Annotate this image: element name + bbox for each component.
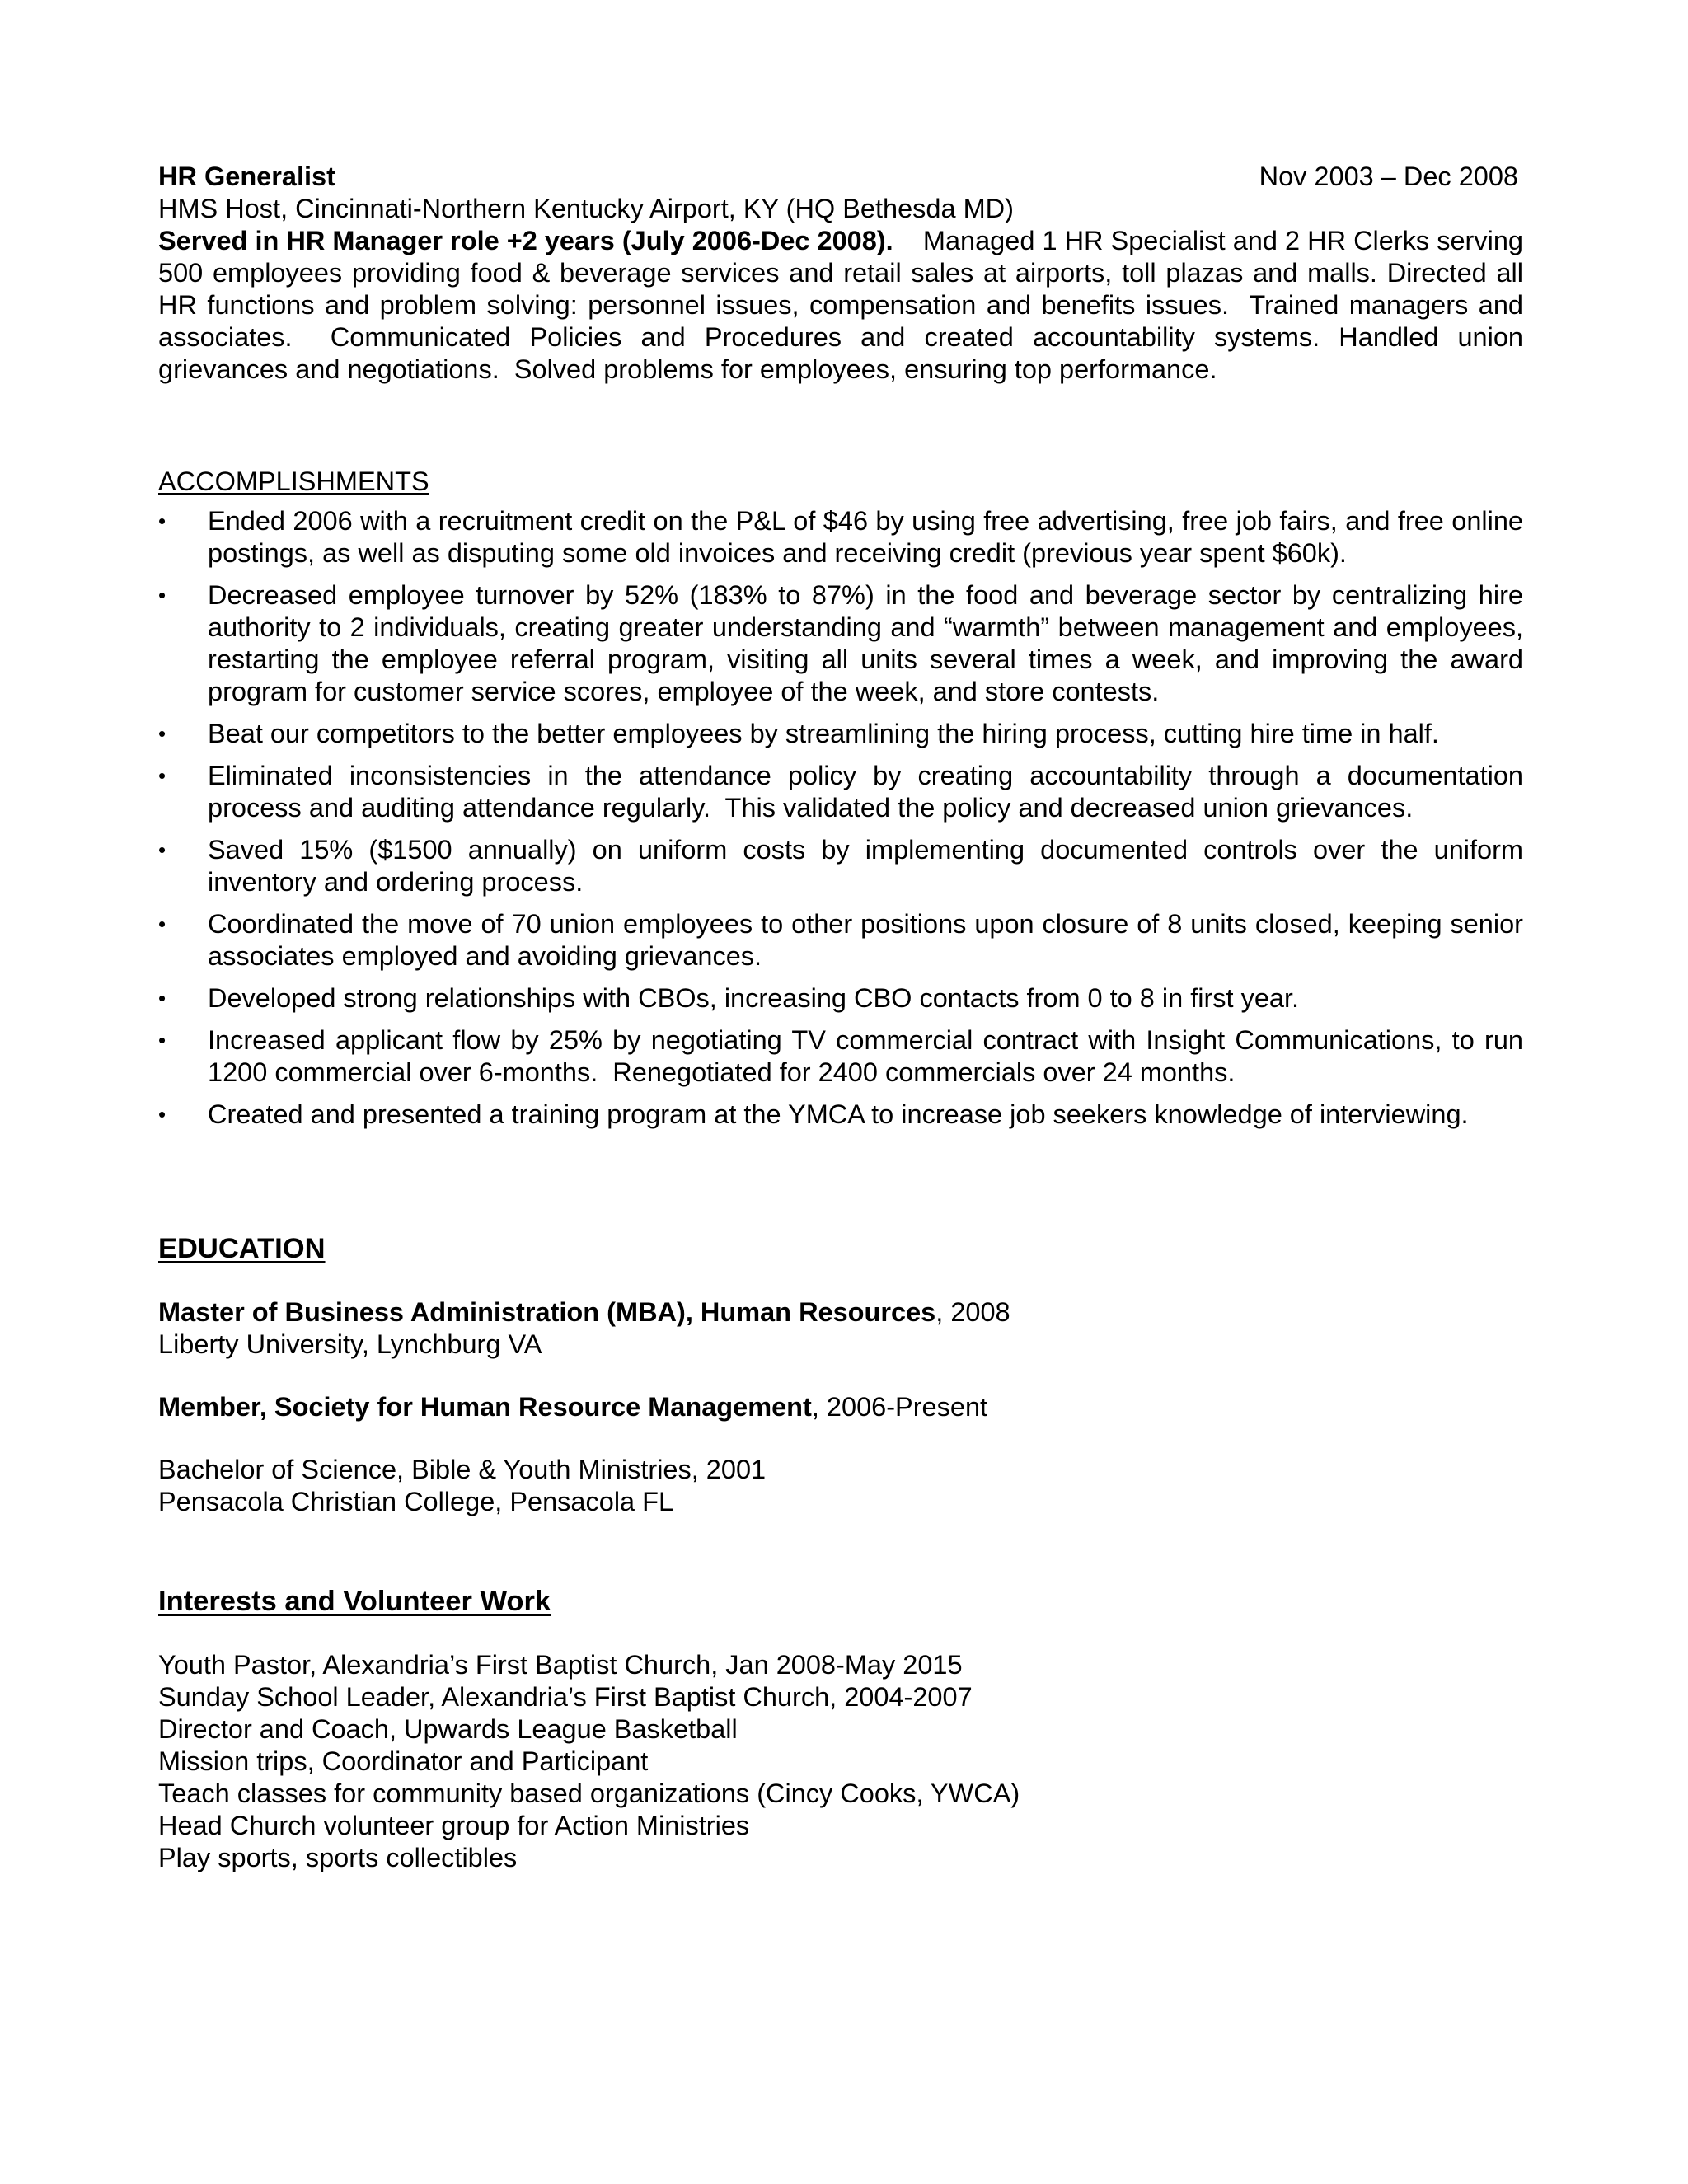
mba-degree: Master of Business Administration (MBA), Human Resources <box>158 1297 936 1327</box>
list-item <box>158 718 1523 750</box>
list-item <box>158 505 1523 569</box>
resume-page <box>158 161 1523 1874</box>
accomplishments-section <box>158 466 1523 1131</box>
membership-years: , 2006-Present <box>811 1392 988 1422</box>
interests-section <box>158 1584 1523 1874</box>
interest-item: Mission trips, Coordinator and Participant <box>158 1746 649 1776</box>
bullet-icon: • <box>158 721 166 746</box>
mba-school: Liberty University, Lynchburg VA <box>158 1329 542 1359</box>
bs-school: Pensacola Christian College, Pensacola FL <box>158 1487 674 1516</box>
interests-heading: Interests and Volunteer Work <box>158 1586 551 1617</box>
bullet-icon: • <box>158 912 166 936</box>
list-item <box>158 1099 1523 1131</box>
accomplishments-list <box>158 505 1523 1131</box>
list-item <box>158 982 1523 1015</box>
job-summary <box>158 225 1523 386</box>
accomplishment-text: Decreased employee turnover by 52% (183% to 87%) in the food and beverage sector by centralizing hire authority to 2 individuals, creating greater understanding and “warmth” between management and employees, restarting the employee referral program, visiting all units several times a week, and improving the award program for customer service scores, employee of the week, and store contests. <box>208 580 1523 706</box>
interest-item: Teach classes for community based organizations (Cincy Cooks, YWCA) <box>158 1779 1020 1808</box>
list-item <box>158 834 1523 898</box>
interest-item: Play sports, sports collectibles <box>158 1843 518 1872</box>
interest-item: Youth Pastor, Alexandria’s First Baptist Church, Jan 2008-May 2015 <box>158 1650 963 1680</box>
list-item <box>158 1024 1523 1089</box>
job-dates: Nov 2003 – Dec 2008 <box>1259 162 1518 191</box>
mba-line <box>158 1296 1523 1329</box>
accomplishment-text: Developed strong relationships with CBOs, increasing CBO contacts from 0 to 8 in first year. <box>208 983 1300 1013</box>
bullet-icon: • <box>158 509 166 533</box>
list-item <box>158 908 1523 972</box>
accomplishment-text: Beat our competitors to the better employees by streamlining the hiring process, cutting hire time in half. <box>208 719 1439 748</box>
list-item <box>158 579 1523 708</box>
education-heading: EDUCATION <box>158 1233 326 1264</box>
job-section <box>158 161 1523 386</box>
membership-line <box>158 1391 1523 1423</box>
interest-item: Director and Coach, Upwards League Basketball <box>158 1714 738 1744</box>
education-section <box>158 1231 1523 1518</box>
bullet-icon: • <box>158 1102 166 1127</box>
interest-item: Sunday School Leader, Alexandria’s First Baptist Church, 2004-2007 <box>158 1682 973 1712</box>
job-company: HMS Host, Cincinnati-Northern Kentucky Airport, KY (HQ Bethesda MD) <box>158 194 1014 223</box>
accomplishment-text: Created and presented a training program at the YMCA to increase job seekers knowledge of interviewing. <box>208 1099 1469 1129</box>
membership-org: Member, Society for Human Resource Management <box>158 1392 812 1422</box>
accomplishment-text: Eliminated inconsistencies in the attendance policy by creating accountability through a documentation process and auditing attendance regularly. This validated the policy and decreased union grievances. <box>208 761 1523 823</box>
accomplishment-text: Saved 15% ($1500 annually) on uniform costs by implementing documented controls over the uniform inventory and ordering process. <box>208 835 1523 897</box>
job-summary-text: Managed 1 HR Specialist and 2 HR Clerks serving 500 employees providing food & beverage services and retail sales at airports, toll plazas and malls. Directed all HR functions and problem solving: personnel issues, compensation and benefits issues. Trained managers and associates. Communicated Policies and Procedures and created accountability systems. Handled union grievances and negotiations. Solved problems for employees, ensuring top performance. <box>158 226 1523 384</box>
interests-list <box>158 1649 1523 1874</box>
accomplishment-text: Ended 2006 with a recruitment credit on the P&L of $46 by using free advertising, free job fairs, and free online postings, as well as disputing some old invoices and receiving credit (previous year spent $60k). <box>208 506 1523 568</box>
job-header <box>158 161 1523 193</box>
accomplishments-heading: ACCOMPLISHMENTS <box>158 466 429 496</box>
job-summary-bold: Served in HR Manager role +2 years (July 2006-Dec 2008). <box>158 226 893 255</box>
interest-item: Head Church volunteer group for Action Ministries <box>158 1811 750 1840</box>
accomplishment-text: Increased applicant flow by 25% by negotiating TV commercial contract with Insight Communications, to run 1200 commercial over 6-months. Renegotiated for 2400 commercials over 24 months. <box>208 1025 1523 1087</box>
bullet-icon: • <box>158 986 166 1010</box>
job-title: HR Generalist <box>158 162 335 191</box>
bullet-icon: • <box>158 1028 166 1052</box>
accomplishment-text: Coordinated the move of 70 union employees to other positions upon closure of 8 units closed, keeping senior associates employed and avoiding grievances. <box>208 909 1523 971</box>
bullet-icon: • <box>158 763 166 788</box>
bs-line: Bachelor of Science, Bible & Youth Ministries, 2001 <box>158 1455 767 1484</box>
mba-year: , 2008 <box>935 1297 1010 1327</box>
bullet-icon: • <box>158 837 166 862</box>
bullet-icon: • <box>158 583 166 607</box>
list-item <box>158 760 1523 824</box>
